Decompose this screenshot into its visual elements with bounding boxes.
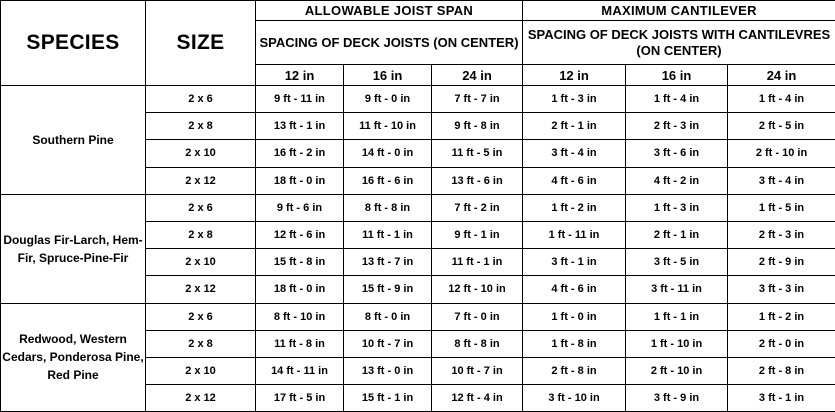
cantilever-cell: 3 ft - 4 in	[523, 140, 626, 167]
table-row	[1, 194, 835, 221]
span-cell: 16 ft - 6 in	[344, 167, 432, 194]
span-cell: 11 ft - 1 in	[432, 249, 523, 276]
cantilever-cell: 3 ft - 3 in	[728, 276, 835, 303]
size-cell: 2 x 10	[146, 140, 256, 167]
size-cell: 2 x 12	[146, 167, 256, 194]
cantilever-cell: 3 ft - 9 in	[626, 385, 728, 412]
table-row	[1, 86, 835, 113]
span-cell: 8 ft - 8 in	[344, 194, 432, 221]
cantilever-cell: 2 ft - 1 in	[626, 221, 728, 248]
span-cell: 13 ft - 0 in	[344, 357, 432, 384]
cantilever-cell: 3 ft - 11 in	[626, 276, 728, 303]
cantilever-cell: 4 ft - 6 in	[523, 276, 626, 303]
size-cell: 2 x 8	[146, 113, 256, 140]
span-cell: 9 ft - 8 in	[432, 113, 523, 140]
span-cell: 15 ft - 1 in	[344, 385, 432, 412]
species-cell: Douglas Fir-Larch, Hem-Fir, Spruce-Pine-Fir	[1, 194, 146, 303]
size-cell: 2 x 12	[146, 385, 256, 412]
span-cell: 16 ft - 2 in	[256, 140, 344, 167]
cantilever-cell: 4 ft - 2 in	[626, 167, 728, 194]
species-header: SPECIES	[1, 1, 146, 86]
cantilever-cell: 2 ft - 10 in	[626, 357, 728, 384]
cantilever-cell: 2 ft - 3 in	[728, 221, 835, 248]
span-spacing-12-header: 12 in	[256, 65, 344, 86]
span-cell: 7 ft - 7 in	[432, 86, 523, 113]
size-cell: 2 x 6	[146, 86, 256, 113]
cantilever-cell: 2 ft - 10 in	[728, 140, 835, 167]
span-cell: 7 ft - 2 in	[432, 194, 523, 221]
span-cell: 11 ft - 8 in	[256, 330, 344, 357]
cantilever-cell: 2 ft - 8 in	[728, 357, 835, 384]
span-cell: 8 ft - 8 in	[432, 330, 523, 357]
cantilever-cell: 1 ft - 4 in	[626, 86, 728, 113]
span-cell: 18 ft - 0 in	[256, 276, 344, 303]
cantilever-cell: 1 ft - 2 in	[523, 194, 626, 221]
table-body	[1, 86, 835, 412]
span-cell: 7 ft - 0 in	[432, 303, 523, 330]
span-spacing-24-header: 24 in	[432, 65, 523, 86]
cantilever-cell: 2 ft - 0 in	[728, 330, 835, 357]
cantilever-cell: 2 ft - 3 in	[626, 113, 728, 140]
span-cell: 11 ft - 5 in	[432, 140, 523, 167]
joist-span-header: ALLOWABLE JOIST SPAN	[256, 1, 523, 21]
span-cell: 15 ft - 8 in	[256, 249, 344, 276]
span-cell: 18 ft - 0 in	[256, 167, 344, 194]
size-cell: 2 x 8	[146, 330, 256, 357]
span-cell: 13 ft - 1 in	[256, 113, 344, 140]
span-spacing-16-header: 16 in	[344, 65, 432, 86]
cantilever-cell: 3 ft - 6 in	[626, 140, 728, 167]
size-cell: 2 x 10	[146, 249, 256, 276]
cantilever-subheader: SPACING OF DECK JOISTS WITH CANTILEVRES (ON CENTER)	[523, 21, 835, 65]
cantilever-cell: 3 ft - 1 in	[728, 385, 835, 412]
species-cell: Redwood, Western Cedars, Ponderosa Pine, Red Pine	[1, 303, 146, 412]
cantilever-spacing-24-header: 24 in	[728, 65, 835, 86]
cantilever-cell: 1 ft - 1 in	[626, 303, 728, 330]
span-cell: 11 ft - 1 in	[344, 221, 432, 248]
span-cell: 9 ft - 0 in	[344, 86, 432, 113]
cantilever-cell: 2 ft - 9 in	[728, 249, 835, 276]
cantilever-cell: 1 ft - 2 in	[728, 303, 835, 330]
cantilever-cell: 1 ft - 4 in	[728, 86, 835, 113]
span-cell: 15 ft - 9 in	[344, 276, 432, 303]
span-cell: 9 ft - 1 in	[432, 221, 523, 248]
span-cell: 10 ft - 7 in	[344, 330, 432, 357]
span-cell: 9 ft - 11 in	[256, 86, 344, 113]
cantilever-cell: 1 ft - 3 in	[523, 86, 626, 113]
span-cell: 11 ft - 10 in	[344, 113, 432, 140]
cantilever-spacing-12-header: 12 in	[523, 65, 626, 86]
span-cell: 17 ft - 5 in	[256, 385, 344, 412]
span-cell: 13 ft - 6 in	[432, 167, 523, 194]
span-cell: 12 ft - 4 in	[432, 385, 523, 412]
cantilever-cell: 2 ft - 8 in	[523, 357, 626, 384]
joist-span-subheader: SPACING OF DECK JOISTS (ON CENTER)	[256, 21, 523, 65]
cantilever-cell: 2 ft - 1 in	[523, 113, 626, 140]
cantilever-cell: 2 ft - 5 in	[728, 113, 835, 140]
span-cell: 10 ft - 7 in	[432, 357, 523, 384]
size-cell: 2 x 6	[146, 194, 256, 221]
size-header: SIZE	[146, 1, 256, 86]
cantilever-cell: 3 ft - 5 in	[626, 249, 728, 276]
span-cell: 8 ft - 0 in	[344, 303, 432, 330]
cantilever-cell: 1 ft - 11 in	[523, 221, 626, 248]
table-row	[1, 303, 835, 330]
cantilever-cell: 1 ft - 3 in	[626, 194, 728, 221]
span-cell: 8 ft - 10 in	[256, 303, 344, 330]
cantilever-cell: 3 ft - 1 in	[523, 249, 626, 276]
span-cell: 12 ft - 10 in	[432, 276, 523, 303]
span-cell: 12 ft - 6 in	[256, 221, 344, 248]
cantilever-cell: 4 ft - 6 in	[523, 167, 626, 194]
size-cell: 2 x 8	[146, 221, 256, 248]
span-cell: 14 ft - 11 in	[256, 357, 344, 384]
span-cell: 14 ft - 0 in	[344, 140, 432, 167]
species-cell: Southern Pine	[1, 86, 146, 195]
cantilever-cell: 1 ft - 8 in	[523, 330, 626, 357]
cantilever-cell: 3 ft - 4 in	[728, 167, 835, 194]
cantilever-cell: 1 ft - 0 in	[523, 303, 626, 330]
span-cell: 13 ft - 7 in	[344, 249, 432, 276]
cantilever-cell: 1 ft - 10 in	[626, 330, 728, 357]
size-cell: 2 x 10	[146, 357, 256, 384]
cantilever-cell: 1 ft - 5 in	[728, 194, 835, 221]
table-header	[1, 1, 835, 86]
span-cell: 9 ft - 6 in	[256, 194, 344, 221]
size-cell: 2 x 12	[146, 276, 256, 303]
size-cell: 2 x 6	[146, 303, 256, 330]
cantilever-cell: 3 ft - 10 in	[523, 385, 626, 412]
cantilever-spacing-16-header: 16 in	[626, 65, 728, 86]
cantilever-header: MAXIMUM CANTILEVER	[523, 1, 835, 21]
